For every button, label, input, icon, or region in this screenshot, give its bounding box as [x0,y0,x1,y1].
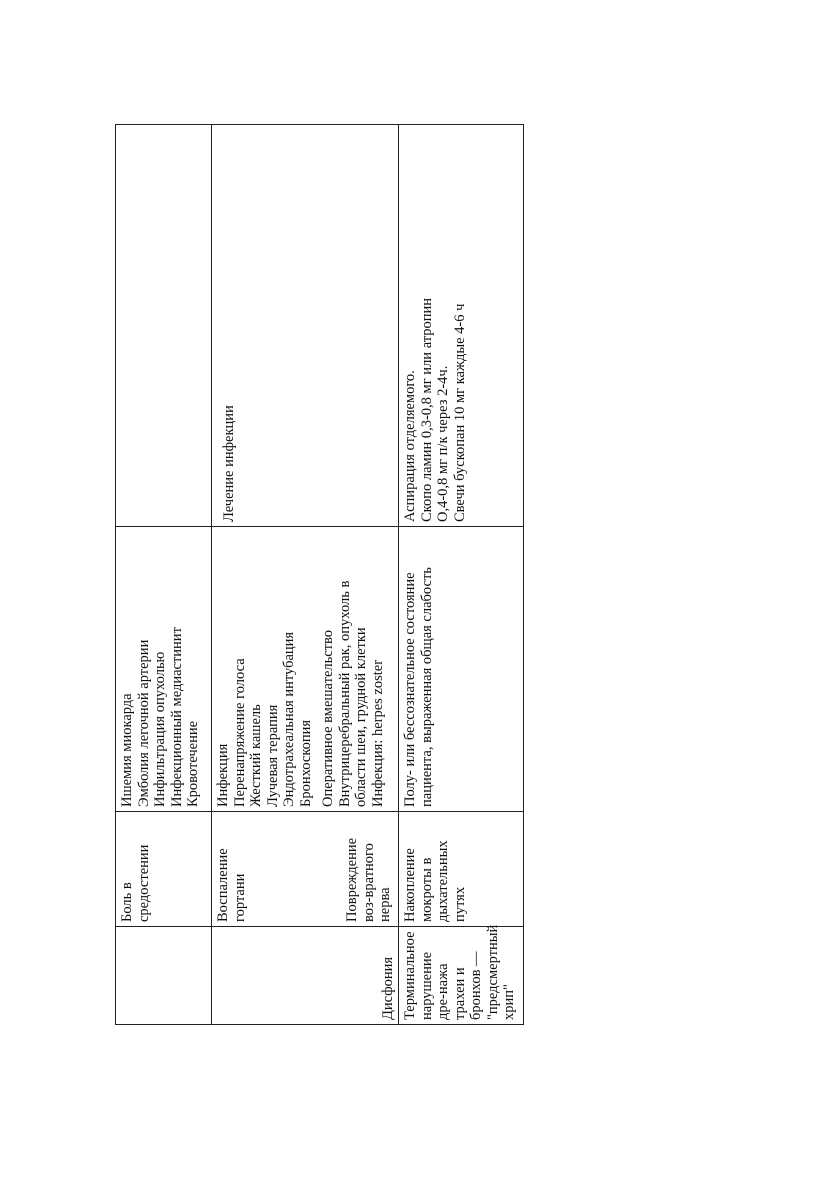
treatment-cell: Лечение инфекции [212,125,399,527]
syndrome-cell: Дисфония [212,927,399,1025]
cause-cell: Боль в средостении [116,812,212,927]
mechanisms-cell: Ишемия миокарда Эмболия легочной артерии Инфильтрация опухолью Инфекционный медиастинит Кровотечение [116,527,212,812]
table-row [399,125,524,1025]
cause-cell: Воспаление гортани Повреждение воз-вратного нерва [212,812,399,927]
treatment-cell: Аспирация отделяемого. Скопо ламин 0,3-0,8 мг или атропин О,4-0,8 мг п/к через 2-4ч. Свечи бускопан 10 мг каждые 4-6 ч [399,125,524,527]
symptom-table [115,124,524,1025]
mechanisms-cell: Полу- или бессознательное состояние пациента, выраженная общая слабость [399,527,524,812]
cause-cell: Накопление мокроты в дыхательных путях [399,812,524,927]
syndrome-cell: Терминальное нарушение дре-нажа трахеи и бронхов — "предсмертный хрип" [399,927,524,1025]
mechanisms-cell: Инфекция Перенапряжение голоса Жесткий кашель Лучевая терапия Эндотрахеальная интубация Бронхоскопия Оперативное вмешательство Внутрицеребральный рак, опухоль в области шеи, грудной клетки Инфекция: herpes zoster [212,527,399,812]
table-row [212,125,399,1025]
syndrome-cell [116,927,212,1025]
table-row [116,125,212,1025]
treatment-cell [116,125,212,527]
rotated-table-container [115,125,523,1025]
